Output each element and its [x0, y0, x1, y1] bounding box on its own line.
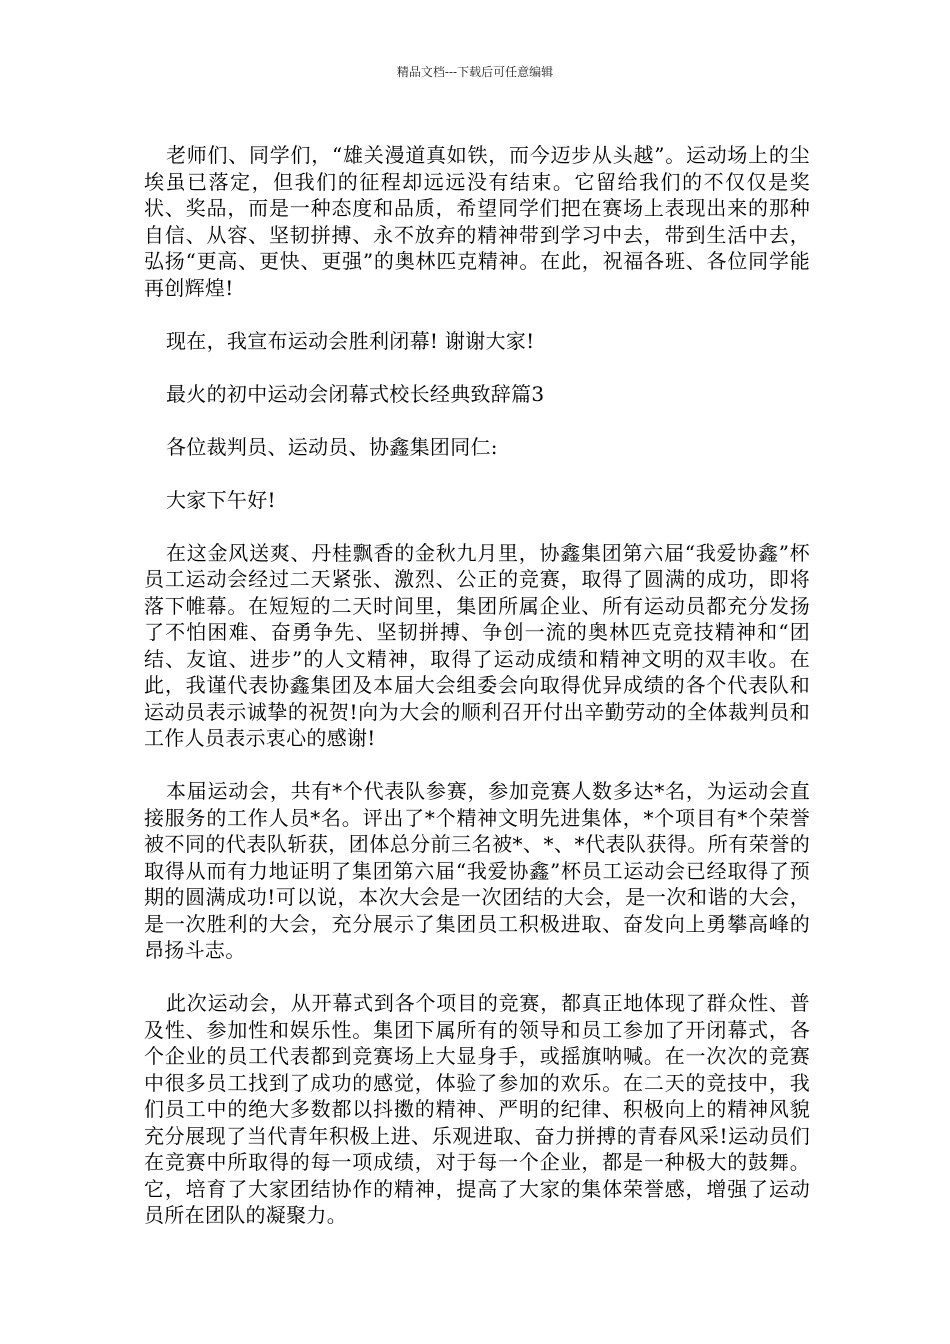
document-body — [144, 142, 810, 1229]
page-header: 精品文档---下载后可任意编辑 — [396, 65, 554, 79]
section-title: 最火的初中运动会闭幕式校长经典致辞篇3 — [166, 381, 545, 406]
paragraph-closing-remarks: 老师们、同学们，“雄关漫道真如铁，而今迈步从头越”。运动场上的尘埃虽已落定，但我们的征程却远远没有结束。它留给我们的不仅仅是奖状、奖品，而是一种态度和品质，希望同学们把在赛场上表现出来的那种自信、从容、坚韧拼搏、永不放弃的精神带到学习中去，带到生活中去，弘扬“更高、更快、更强”的奥林匹克精神。在此，祝福各班、各位同学能再创辉煌! — [144, 143, 810, 300]
paragraph-closing-declaration: 现在，我宣布运动会胜利闭幕! 谢谢大家! — [166, 328, 535, 353]
paragraph-event-summary: 在这金风送爽、丹桂飘香的金秋九月里，协鑫集团第六届“我爱协鑫”杯员工运动会经过二天紧张、激烈、公正的竞赛，取得了圆满的成功，即将落下帷幕。在短短的二天时间里，集团所属企业、所有运动员都充分发扬了不怕困难、奋勇争先、坚韧拼搏、争创一流的奥林匹克竞技精神和“团结、友谊、进步”的人文精神，取得了运动成绩和精神文明的双丰收。在此，我谨代表协鑫集团及本届大会组委会向取得优异成绩的各个代表队和运动员表示诚挚的祝贺!向为大会的顺利召开付出辛勤劳动的全体裁判员和工作人员表示衷心的感谢! — [144, 540, 810, 750]
paragraph-greeting: 大家下午好! — [166, 487, 276, 512]
paragraph-salutation: 各位裁判员、运动员、协鑫集团同仁: — [166, 434, 498, 459]
paragraph-significance: 此次运动会，从开幕式到各个项目的竞赛，都真正地体现了群众性、普及性、参加性和娱乐性。集团下属所有的领导和员工参加了开闭幕式，各个企业的员工代表都到竞赛场上大显身手，或摇旗呐喊。在一次次的竞赛中很多员工找到了成功的感觉，体验了参加的欢乐。在二天的竞技中，我们员工中的绝大多数都以抖擞的精神、严明的纪律、积极向上的精神风貌充分展现了当代青年积极上进、乐观进取、奋力拼搏的青春风采!运动员们在竞赛中所取得的每一项成绩，对于每一个企业，都是一种极大的鼓舞。它，培育了大家团结协作的精神，提高了大家的集体荣誉感，增强了运动员所在团队的凝聚力。 — [144, 991, 810, 1227]
paragraph-results: 本届运动会，共有*个代表队参赛，参加竞赛人数多达*名，为运动会直接服务的工作人员*名。评出了*个精神文明先进集体，*个项目有*个荣誉被不同的代表队斩获，团体总分前三名被*、*、*代表队获得。所有荣誉的取得从而有力地证明了集团第六届“我爱协鑫”杯员工运动会已经取得了预期的圆满成功!可以说，本次大会是一次团结的大会，是一次和谐的大会，是一次胜利的大会，充分展示了集团员工积极进取、奋发向上勇攀高峰的昂扬斗志。 — [144, 779, 810, 962]
